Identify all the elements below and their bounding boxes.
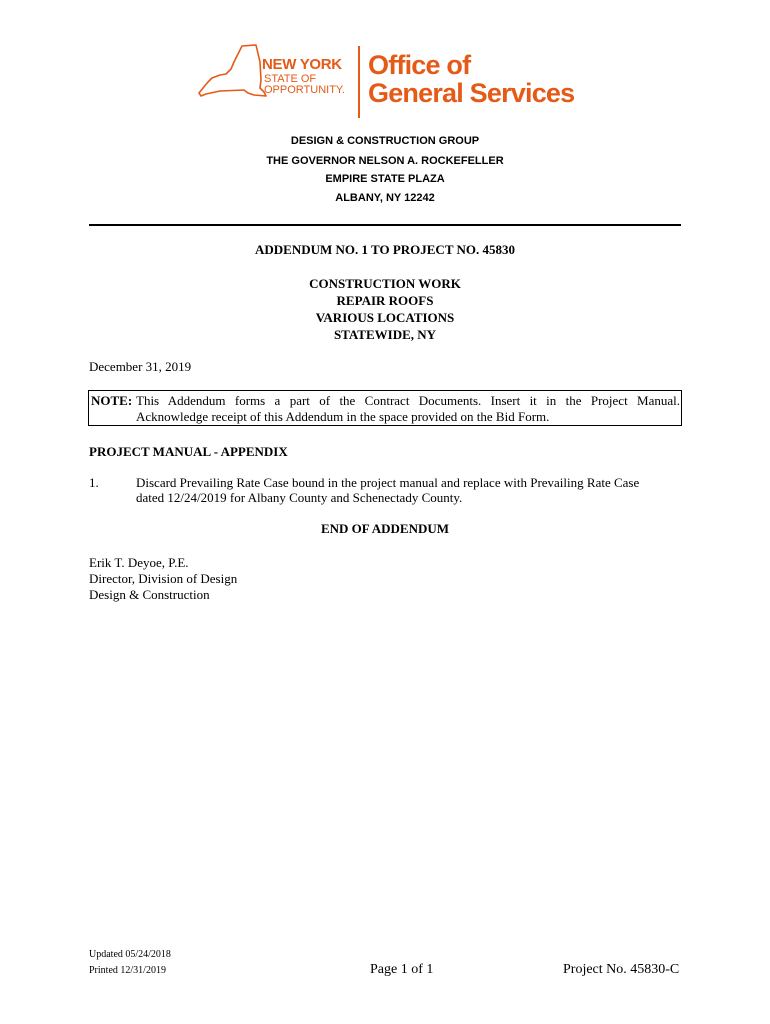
- item-line-2: dated 12/24/2019 for Albany County and Schenectady County.: [136, 490, 463, 505]
- address-line-4: ALBANY, NY 12242: [335, 192, 435, 204]
- note-label: NOTE:: [91, 393, 133, 408]
- addendum-title: ADDENDUM NO. 1 TO PROJECT NO. 45830: [254, 242, 516, 257]
- addendum-date: December 31, 2019: [89, 359, 192, 374]
- address-line-3: EMPIRE STATE PLAZA: [325, 173, 445, 185]
- section-heading: PROJECT MANUAL - APPENDIX: [89, 444, 288, 459]
- item-number: 1.: [89, 475, 99, 490]
- project-line-2: REPAIR ROOFS: [336, 293, 434, 308]
- footer-project-number: Project No. 45830-C: [563, 962, 680, 977]
- address-line-1: DESIGN & CONSTRUCTION GROUP: [290, 135, 480, 147]
- logo-divider: [358, 46, 360, 118]
- project-line-3: VARIOUS LOCATIONS: [315, 310, 455, 325]
- end-of-addendum: END OF ADDENDUM: [320, 521, 450, 536]
- footer-page-number: Page 1 of 1: [370, 962, 434, 977]
- footer-updated: Updated 05/24/2018: [89, 949, 171, 960]
- new-york-state-outline-icon: [198, 44, 268, 106]
- note-line-1: This Addendum forms a part of the Contract Documents. Insert it in the Project Manual.: [136, 393, 680, 408]
- project-line-4: STATEWIDE, NY: [333, 327, 437, 342]
- logo-new-york: NEW YORK: [262, 56, 342, 73]
- header-rule: [89, 224, 681, 226]
- ogs-logo: [198, 44, 578, 122]
- footer-printed: Printed 12/31/2019: [89, 965, 166, 976]
- item-line-1: Discard Prevailing Rate Case bound in the project manual and replace with Prevailing Rate Case: [136, 475, 640, 490]
- note-line-2: Acknowledge receipt of this Addendum in the space provided on the Bid Form.: [136, 409, 550, 424]
- signatory-dept: Design & Construction: [89, 587, 210, 602]
- logo-office-of: Office of: [368, 50, 471, 80]
- address-line-2: THE GOVERNOR NELSON A. ROCKEFELLER: [266, 155, 504, 167]
- logo-state-of: STATE OF: [264, 73, 317, 85]
- signatory-title: Director, Division of Design: [89, 571, 238, 586]
- project-line-1: CONSTRUCTION WORK: [309, 276, 461, 291]
- logo-opportunity: OPPORTUNITY.: [264, 84, 345, 96]
- logo-general-services: General Services: [368, 78, 575, 108]
- signatory-name: Erik T. Deyoe, P.E.: [89, 555, 189, 570]
